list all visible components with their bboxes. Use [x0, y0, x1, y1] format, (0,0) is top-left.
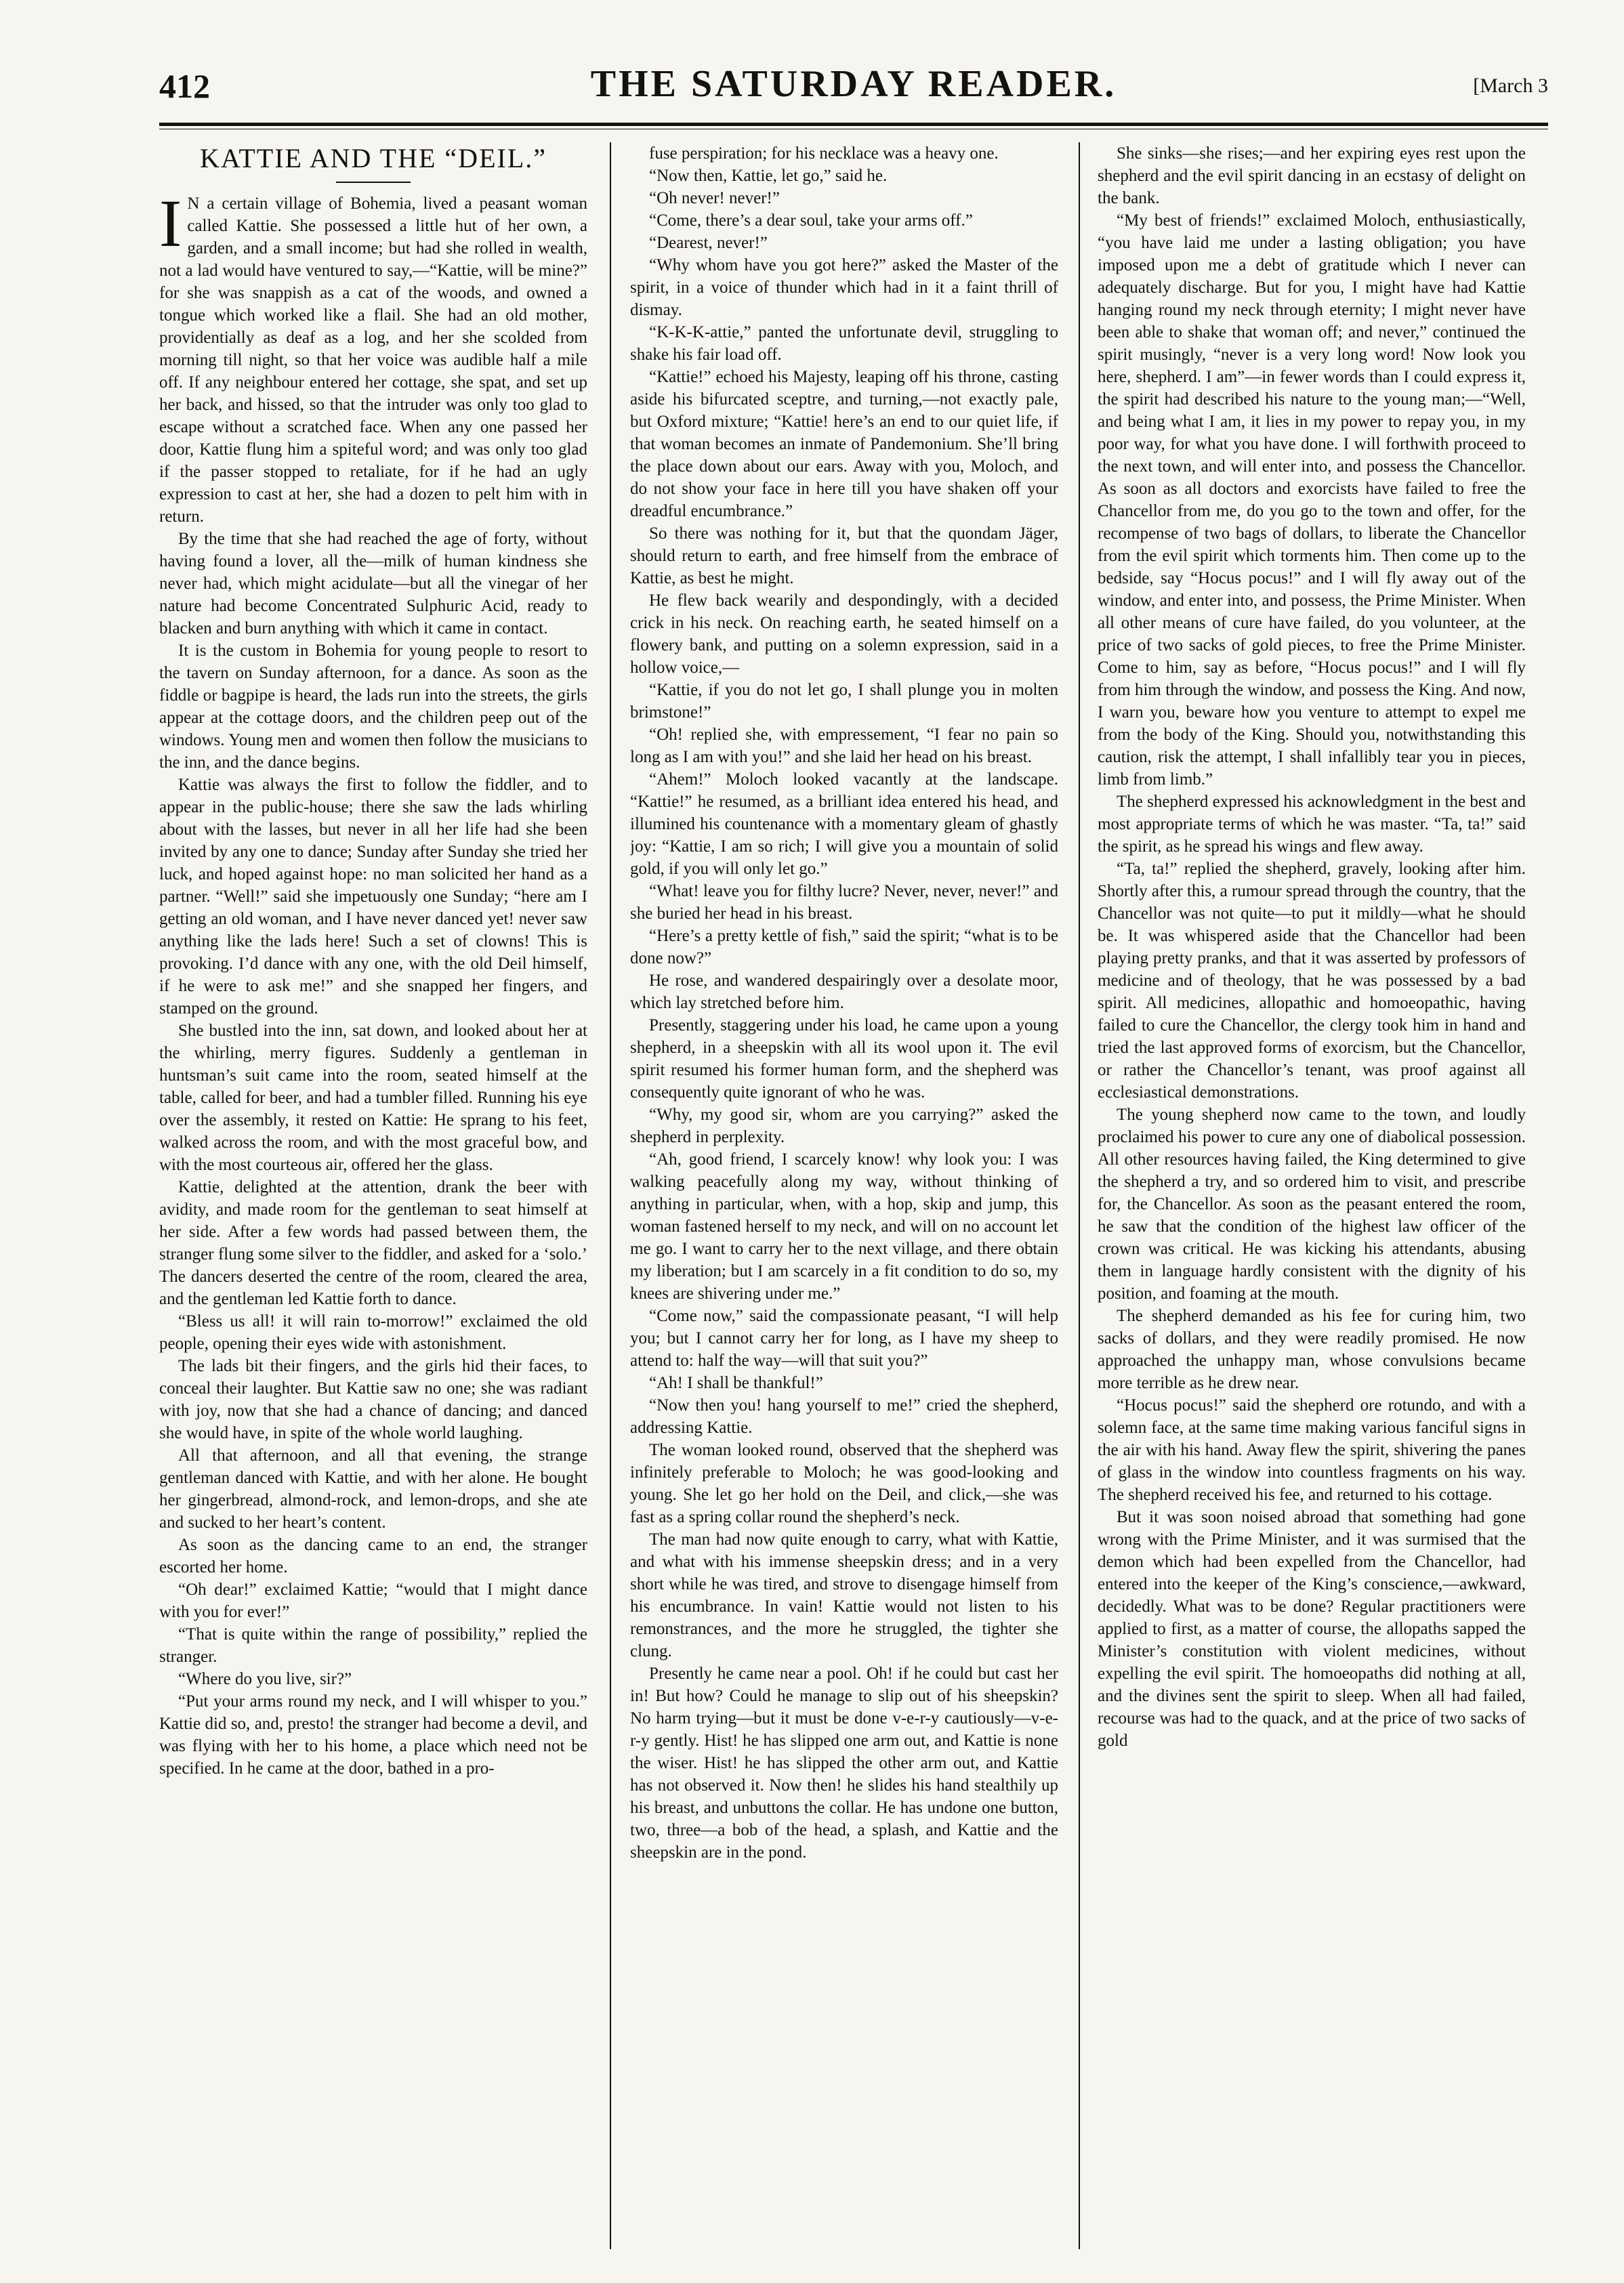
paragraph: “Bless us all! it will rain to-morrow!” exclaimed the old people, opening their eyes wide with astonishment.	[159, 1312, 587, 1353]
paragraph: Kattie, delighted at the attention, drank the beer with avidity, and made room for the gentleman to seat himself at her side. After a few words had passed between them, the stranger flung some silver to the fiddler, and asked for a ‘solo.’ The dancers deserted the centre of the room, cleared the area, and the gentleman led Kattie forth to dance.	[159, 1178, 587, 1308]
paragraph: She bustled into the inn, sat down, and looked about her at the whirling, merry figures. Suddenly a gentleman in huntsman’s suit came into the room, seated himself at the table, called for beer, and had a tumbler filled. Running his eye over the assembly, it rested on Kattie: He sprang to his feet, walked across the room, and with the most graceful bow, and with the most courteous air, offered her the glass.	[159, 1022, 587, 1174]
paragraph: “Now then, Kattie, let go,” said he.	[649, 167, 888, 185]
paragraph: Kattie was always the first to follow the fiddler, and to appear in the public-house; there she saw the lads whirling about with the lasses, but never in all her life had she been invited by any one to dance; Sunday after Sunday she tried her luck, and hoped against hope: no man solicited her hand as a partner. “Well!” said she impetuously one Sunday; “here am I getting an old woman, and I have never danced yet! never saw anything like the lads here! Such a set of clowns! This is provoking. I’d dance with any one, with the old Deil himself, if he were to ask me!” and she snapped her fingers, and stamped on the ground.	[159, 776, 587, 1018]
title-rule	[336, 182, 411, 183]
paragraph: “Ah, good friend, I scarcely know! why look you: I was walking peacefully along my way, without thinking of anything in particular, when, with a hop, skip and jump, this woman fastened herself to my neck, and will on no account let me go. I want to carry her to the next village, and there obtain my liberation; but I am scarcely in a fit condition to do so, my knees are shivering under me.”	[630, 1150, 1058, 1303]
paragraph: “Ta, ta!” replied the shepherd, gravely, looking after him. Shortly after this, a rumour spread through the country, that the Chancellor was not quite—to put it mildly—what he should be. It was whispered aside that the Chancellor had been playing pretty pranks, and that it was asserted by professors of medicine and of theology, that he was possessed by a bad spirit. All medicines, allopathic and homoeopathic, having failed to cure the Chancellor, the clergy took him in hand and tried the last approved forms of exorcism, but the Chancellor, or rather the Chancellor’s tenant, was proof against all ecclesiastical demonstrations.	[1098, 860, 1526, 1102]
paragraph: “Dearest, never!”	[649, 234, 768, 252]
paragraph: The lads bit their fingers, and the girls hid their faces, to conceal their laughter. But Kattie saw no one; she was radiant with joy, now that she had a chance of dancing; and danced she would have, in spite of the whole world laughing.	[159, 1357, 587, 1442]
column-divider	[610, 142, 611, 2249]
paragraph: Presently, staggering under his load, he came upon a young shepherd, in a sheepskin with all its wool upon it. The evil spirit resumed his former human form, and the shepherd was consequently quite ignorant of who he was.	[630, 1016, 1058, 1102]
column-2	[630, 142, 1058, 2256]
paragraph: “Ah! I shall be thankful!”	[649, 1374, 823, 1392]
column-2-body	[630, 142, 1058, 1864]
paragraph: “Why whom have you got here?” asked the Master of the spirit, in a voice of thunder which had in it a faint thrill of dismay.	[630, 256, 1058, 319]
paragraph: “My best of friends!” exclaimed Moloch, enthusiastically, “you have laid me under a lasting obligation; you have imposed upon me a debt of gratitude which I never can adequately discharge. But for you, I might have had Kattie hanging round my neck through eternity; I might never have been able to shake that woman off; and never,” continued the spirit musingly, “never is a very long word! Now look you here, shepherd. I am”—in fewer words than I could express it, the spirit had described his nature to the young man;—“Well, and being what I am, it lies in my power to repay you, in my poor way, for what you have done. I will forthwith proceed to the next town, and will enter into, and possess the Chancellor. As soon as all doctors and exorcists have failed to free the Chancellor from me, do you go to the town and offer, for the recompense of two bags of dollars, to liberate the Chancellor from the evil spirit which torments him. Then come up to the bedside, say “Hocus pocus!” and I will fly away out of the window, and enter into, and possess, the Prime Minister. When all other means of cure have failed, do you volunteer, at the price of two sacks of gold pieces, to free the Prime Minister. Come to him, say as before, “Hocus pocus!” and I will fly from him through the window, and possess the King. And now, I warn you, beware how you venture to attempt to expel me from the body of the King. Should you, notwithstanding this caution, risk the attempt, I shall infallibly tear you in pieces, limb from limb.”	[1098, 211, 1526, 789]
column-divider	[1079, 142, 1080, 2249]
paragraph: The man had now quite enough to carry, what with Kattie, and what with his immense sheepskin dress; and in a very short while he was tired, and strove to disengage himself from his encumbrance. In vain! Kattie would not listen to his remonstrances, and the more he struggled, the tighter she clung.	[630, 1530, 1058, 1660]
paragraph: “Put your arms round my neck, and I will whisper to you.” Kattie did so, and, presto! the stranger had become a devil, and was flying with her to his home, a place which need not be specified. In he came at the door, bathed in a pro-	[159, 1692, 587, 1778]
paragraph: So there was nothing for it, but that the quondam Jäger, should return to earth, and free himself from the embrace of Kattie, as best he might.	[630, 524, 1058, 587]
paragraph: “Come, there’s a dear soul, take your arms off.”	[649, 211, 973, 230]
paragraph: All that afternoon, and all that evening, the strange gentleman danced with Kattie, and with her alone. He bought her gingerbread, almond-rock, and lemon-drops, and she ate and sucked to her heart’s content.	[159, 1446, 587, 1532]
paragraph: She sinks—she rises;—and her expiring eyes rest upon the shepherd and the evil spirit dancing in an ecstasy of delight on the bank.	[1098, 144, 1526, 207]
header-rule	[159, 123, 1548, 126]
paragraph: “Oh dear!” exclaimed Kattie; “would that I might dance with you for ever!”	[159, 1580, 587, 1621]
paragraph: Presently he came near a pool. Oh! if he could but cast her in! But how? Could he manage to slip out of his sheepskin? No harm trying—but it must be done v-e-r-y cautiously—v-e-r-y gently. Hist! he has slipped one arm out, and Kattie is none the wiser. Hist! he has slipped the other arm out, and Kattie has not observed it. Now then! he slides his hand stealthily up his breast, and unbuttons the collar. He has undone one button, two, three—a bob of the head, a splash, and Kattie and the sheepskin are in the pond.	[630, 1664, 1058, 1862]
paragraph: “Hocus pocus!” said the shepherd ore rotundo, and with a solemn face, at the same time making various fanciful signs in the air with his hand. Away flew the spirit, shivering the panes of glass in the window into countless fragments on his way. The shepherd received his fee, and returned to his cottage.	[1098, 1396, 1526, 1504]
paragraph: “Why, my good sir, whom are you carrying?” asked the shepherd in perplexity.	[630, 1106, 1058, 1146]
masthead: THE SATURDAY READER.	[590, 63, 1117, 105]
paragraph: As soon as the dancing came to an end, the stranger escorted her home.	[159, 1536, 587, 1576]
paragraph: fuse perspiration; for his necklace was a heavy one.	[649, 144, 999, 163]
paragraph: The shepherd expressed his acknowledgment in the best and most appropriate terms of which he was master. “Ta, ta!” said the spirit, as he spread his wings and flew away.	[1098, 793, 1526, 856]
paragraph: “Now then you! hang yourself to me!” cried the shepherd, addressing Kattie.	[630, 1396, 1058, 1437]
paragraph: “Kattie, if you do not let go, I shall plunge you in molten brimstone!”	[630, 681, 1058, 721]
paragraph: “Where do you live, sir?”	[178, 1670, 352, 1688]
paragraph: The shepherd demanded as his fee for curing him, two sacks of dollars, and they were readily promised. He now approached the unhappy man, whose convulsions became more terrible as he drew near.	[1098, 1307, 1526, 1392]
paragraph: “Ahem!” Moloch looked vacantly at the landscape. “Kattie!” he resumed, as a brilliant idea entered his head, and illumined his countenance with a momentary gleam of ghastly joy: “Kattie, I am so rich; I will give you a mountain of solid gold, if you will only let go.”	[630, 770, 1058, 878]
paragraph: “Here’s a pretty kettle of fish,” said the spirit; “what is to be done now?”	[630, 927, 1058, 967]
paragraph: “Oh! replied she, with empressement, “I fear no pain so long as I am with you!” and she laid her head on his breast.	[630, 726, 1058, 766]
column-1-body	[159, 186, 587, 1780]
issue-date: [March 3	[1473, 75, 1548, 97]
paragraph: “Come now,” said the compassionate peasant, “I will help you; but I cannot carry her for long, as I have my sheep to attend to: half the way—will that suit you?”	[630, 1307, 1058, 1370]
paragraph: “K-K-K-attie,” panted the unfortunate devil, struggling to shake his fair load off.	[630, 323, 1058, 364]
paragraph: By the time that she had reached the age of forty, without having found a lover, all the—milk of human kindness she never had, which might acidulate—but all the vinegar of her nature had become Concentrated Sulphuric Acid, ready to blacken and burn anything with which it came in contact.	[159, 530, 587, 637]
article-title: KATTIE AND THE “DEIL.”	[199, 143, 547, 173]
paragraph: It is the custom in Bohemia for young people to resort to the tavern on Sunday afternoon, for a dance. As soon as the fiddle or bagpipe is heard, the lads run into the streets, the girls appear at the cottage doors, and the children peep out of the windows. Young men and women then follow the musicians to the inn, and the dance begins.	[159, 642, 587, 772]
paragraph: He flew back wearily and despondingly, with a decided crick in his neck. On reaching earth, he seated himself on a flowery bank, and putting on a solemn expression, said in a hollow voice,—	[630, 591, 1058, 677]
paragraph: The woman looked round, observed that the shepherd was infinitely preferable to Moloch; he was good-looking and young. She let go her hold on the Deil, and click,—she was fast as a spring collar round the shepherd’s neck.	[630, 1441, 1058, 1526]
paragraph: “What! leave you for filthy lucre? Never, never, never!” and she buried her head in his breast.	[630, 882, 1058, 923]
column-1	[159, 142, 587, 2256]
paragraph: “Kattie!” echoed his Majesty, leaping off his throne, casting aside his bifurcated sceptre, and turning,—not exactly pale, but Oxford mixture; “Kattie! here’s an end to our quiet life, if that woman becomes an inmate of Pandemonium. She’ll bring the place down about our ears. Away with you, Moloch, and do not show your face in here till you have shaken off your dreadful encumbrance.”	[630, 368, 1058, 520]
page-number: 412	[159, 67, 210, 105]
paragraph: The young shepherd now came to the town, and loudly proclaimed his power to cure any one of diabolical possession. All other resources having failed, the King determined to give the shepherd a try, and so ordered him to visit, and prescribe for, the Chancellor. As soon as the peasant entered the room, he saw that the condition of the highest law officer of the crown was critical. He was kicking his attendants, abusing them in language hardly consistent with the dignity of his position, and foaming at the mouth.	[1098, 1106, 1526, 1303]
drop-cap: I	[159, 186, 182, 261]
column-3-body	[1098, 142, 1526, 1752]
paragraph: He rose, and wandered despairingly over a desolate moor, which lay stretched before him.	[630, 971, 1058, 1012]
column-3	[1098, 142, 1526, 2256]
paragraph: “Oh never! never!”	[649, 189, 780, 207]
paragraph: “That is quite within the range of possibility,” replied the stranger.	[159, 1625, 587, 1666]
paragraph: I N a certain village of Bohemia, lived a peasant woman called Kattie. She possessed a little hut of her own, a garden, and a small income; but had she rolled in wealth, not a lad would have ventured to say,—“Kattie, will be mine?” for she was snappish as a cat of the woods, and owned a tongue which worked like a flail. She had an old mother, providentially as deaf as a log, and her she scolded from morning till night, so that her voice was audible half a mile off. If any neighbour entered her cottage, she spat, and set up her back, and hissed, so that the intruder was only too glad to escape without a scratched face. When any one passed her door, Kattie flung him a spiteful word; and was only too glad if the passer stopped to retaliate, for if he had an ugly expression to cast at her, she had a dozen to pelt him with in return.	[159, 186, 587, 526]
page-header	[159, 60, 1548, 121]
paragraph: But it was soon noised abroad that something had gone wrong with the Prime Minister, and it was surmised that the demon which had been expelled from the Chancellor, had entered into the keeper of the King’s conscience,—awkward, decidedly. What was to be done? Regular practitioners were applied to first, as a matter of course, the allopaths sapped the Minister’s constitution with violent medicines, without expelling the evil spirit. The homoeopaths did nothing at all, and the divines sent the spirit to sleep. When all had failed, recourse was had to the quack, and at the price of two sacks of gold	[1098, 1508, 1526, 1750]
